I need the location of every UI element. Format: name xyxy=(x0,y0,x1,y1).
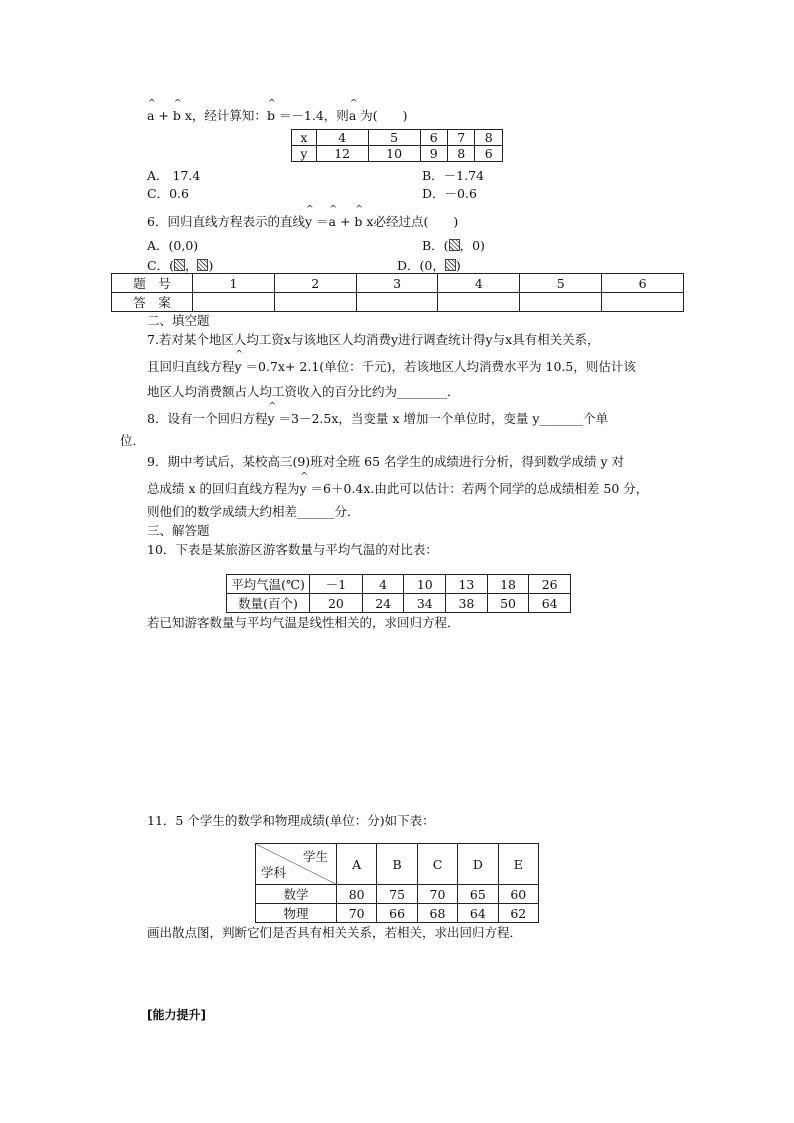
table-row xyxy=(292,146,503,162)
q6-option-b xyxy=(422,236,485,254)
math-label: 数学 xyxy=(256,885,337,904)
table-cell: 8 xyxy=(448,146,475,162)
q6-stem xyxy=(147,212,458,230)
table-cell: 数量(百个) xyxy=(227,594,310,613)
q5-stem xyxy=(147,106,408,124)
q5-option-d: D．－0.6 xyxy=(422,186,477,201)
table-cell: 66 xyxy=(377,904,417,923)
b-hat: ^ b xyxy=(354,214,362,229)
table-cell: 9 xyxy=(420,146,447,162)
table-cell: 64 xyxy=(529,594,571,613)
option-text: D．(0， xyxy=(397,258,445,273)
q9-line2 xyxy=(147,479,648,497)
answer-label: 答 案 xyxy=(112,293,193,312)
table-cell: 6 xyxy=(475,146,503,162)
q7-text: 且回归直线方程 xyxy=(147,359,235,374)
q7-text: ＝0.7x+ 2.1(单位：千元)，若该地区人均消费水平为 10.5，则估计该 xyxy=(241,359,636,374)
table-row xyxy=(227,575,571,594)
answer-cell[interactable] xyxy=(274,293,356,312)
table-cell: 平均气温(℃) xyxy=(227,575,310,594)
table-cell: 20 xyxy=(310,594,363,613)
table-row xyxy=(256,844,539,885)
option-text: ) xyxy=(208,258,214,273)
q5-text: ＝－1.4，则 xyxy=(274,108,349,123)
q5-option-c: C．0.6 xyxy=(147,186,189,201)
table-cell: 70 xyxy=(417,885,457,904)
ability-heading: [能力提升] xyxy=(147,1008,206,1022)
q7-line2 xyxy=(147,357,636,375)
table-cell: E xyxy=(498,844,538,885)
b-hat: ^ b xyxy=(267,108,275,123)
x-bar-image-placeholder xyxy=(174,259,185,271)
q11-stem: 11．5 个学生的数学和物理成绩(单位：分)如下表： xyxy=(147,813,435,828)
table-row xyxy=(112,274,684,293)
q5-table xyxy=(291,129,503,162)
y-bar-image-placeholder xyxy=(445,259,456,271)
table-row xyxy=(292,130,503,146)
q9-line1: 9．期中考试后，某校高三(9)班对全班 65 名学生的成绩进行分析，得到数学成绩 y 对 xyxy=(147,454,625,469)
a-hat: ^ a xyxy=(147,108,154,123)
corner-bottom-label: 学科 xyxy=(261,865,287,880)
q11-table xyxy=(255,843,539,923)
q5-text: x，经计算知： xyxy=(180,108,267,123)
q5-option-b: B．－1.74 xyxy=(422,168,485,183)
table-cell: 6 xyxy=(420,130,447,146)
table-cell: B xyxy=(377,844,417,885)
q6-text: ＝ xyxy=(312,214,329,229)
q6-text: x必经过点( ) xyxy=(362,214,459,229)
table-cell: 5 xyxy=(520,274,602,293)
q11-question: 画出散点图，判断它们是否具有相关关系，若相关，求出回归方程． xyxy=(147,925,523,940)
option-text: ) xyxy=(455,258,461,273)
table-cell: 24 xyxy=(362,594,404,613)
q6-option-a: A．(0,0) xyxy=(147,238,199,253)
a-hat: ^ a xyxy=(349,108,356,123)
q6-option-c xyxy=(147,256,213,274)
option-text: C．( xyxy=(147,258,174,273)
answer-cell[interactable] xyxy=(602,293,684,312)
y-hat: ^ y xyxy=(300,481,307,496)
q8-line2: 位． xyxy=(120,433,146,448)
answer-cell[interactable] xyxy=(356,293,438,312)
table-cell: 10 xyxy=(404,575,446,594)
header-label: 题 号 xyxy=(112,274,193,293)
y-hat: ^ y xyxy=(305,214,312,229)
b-hat: ^ b xyxy=(173,108,181,123)
answer-cell[interactable] xyxy=(520,293,602,312)
y-hat: ^ y xyxy=(267,411,274,426)
q5-text: + xyxy=(154,108,169,123)
q6-text: 6．回归直线方程表示的直线 xyxy=(147,214,305,229)
table-cell: 5 xyxy=(368,130,420,146)
answer-cell[interactable] xyxy=(438,293,520,312)
q6-text: + xyxy=(335,214,351,229)
q6-option-d xyxy=(397,256,461,274)
table-cell: 68 xyxy=(417,904,457,923)
table-cell: 38 xyxy=(446,594,488,613)
table-row xyxy=(227,594,571,613)
physics-label: 物理 xyxy=(256,904,337,923)
y-bar-image-placeholder xyxy=(197,259,208,271)
table-cell: 26 xyxy=(529,575,571,594)
table-cell: 75 xyxy=(377,885,417,904)
q9-text: 总成绩 x 的回归直线方程为 xyxy=(147,481,300,496)
table-cell: 18 xyxy=(487,575,529,594)
table-cell: 1 xyxy=(193,274,275,293)
table-cell: 7 xyxy=(448,130,475,146)
table-cell: 62 xyxy=(498,904,538,923)
table-cell: A xyxy=(337,844,377,885)
y-hat: ^ y xyxy=(235,359,242,374)
q10-stem: 10．下表是某旅游区游客数量与平均气温的对比表： xyxy=(147,542,438,557)
table-cell: 3 xyxy=(356,274,438,293)
table-cell: 6 xyxy=(602,274,684,293)
x-bar-image-placeholder xyxy=(449,239,460,251)
table-cell: 65 xyxy=(458,885,498,904)
corner-cell xyxy=(256,844,337,885)
q10-question: 若已知游客数量与平均气温是线性相关的，求回归方程． xyxy=(147,615,460,630)
table-cell: 4 xyxy=(438,274,520,293)
q8-text: 8．设有一个回归方程 xyxy=(147,411,268,426)
table-row xyxy=(112,293,684,312)
corner-top-label: 学生 xyxy=(302,849,328,864)
table-cell: －1 xyxy=(310,575,363,594)
table-cell: 60 xyxy=(498,885,538,904)
section-fill-in: 二、填空题 xyxy=(147,313,210,328)
table-cell: 4 xyxy=(316,130,368,146)
table-cell: 2 xyxy=(274,274,356,293)
table-cell: 50 xyxy=(487,594,529,613)
option-text: B．( xyxy=(422,238,449,253)
option-text: ，0) xyxy=(459,238,485,253)
table-row xyxy=(256,885,539,904)
table-cell: 64 xyxy=(458,904,498,923)
answer-cell[interactable] xyxy=(193,293,275,312)
q9-line3: 则他们的数学成绩大约相差______分． xyxy=(147,504,360,519)
table-cell: 34 xyxy=(404,594,446,613)
q5-text: 为( ) xyxy=(356,108,408,123)
table-cell: 80 xyxy=(337,885,377,904)
table-cell: D xyxy=(458,844,498,885)
section-solve: 三、解答题 xyxy=(147,523,210,538)
q5-option-a: A. 17.4 xyxy=(147,168,201,183)
answer-table xyxy=(111,273,684,312)
q8-line1 xyxy=(147,409,608,427)
q8-text: ＝3－2.5x，当变量 x 增加一个单位时，变量 y_______个单 xyxy=(274,411,609,426)
table-cell: C xyxy=(417,844,457,885)
table-cell: 13 xyxy=(446,575,488,594)
a-hat: ^ a xyxy=(329,214,336,229)
option-text: ， xyxy=(184,258,198,273)
q7-line3: 地区人均消费额占人均工资收入的百分比约为________． xyxy=(147,384,460,399)
q10-table xyxy=(226,574,571,613)
table-cell: 4 xyxy=(362,575,404,594)
table-cell: y xyxy=(292,146,317,162)
q9-text: ＝6＋0.4x.由此可以估计：若两个同学的总成绩相差 50 分， xyxy=(306,481,649,496)
table-cell: 8 xyxy=(475,130,503,146)
q7-line1: 7.若对某个地区人均工资x与该地区人均消费y进行调查统计得y与x具有相关关系， xyxy=(147,332,600,347)
table-row xyxy=(256,904,539,923)
table-cell: x xyxy=(292,130,317,146)
table-cell: 10 xyxy=(368,146,420,162)
table-cell: 12 xyxy=(316,146,368,162)
table-cell: 70 xyxy=(337,904,377,923)
